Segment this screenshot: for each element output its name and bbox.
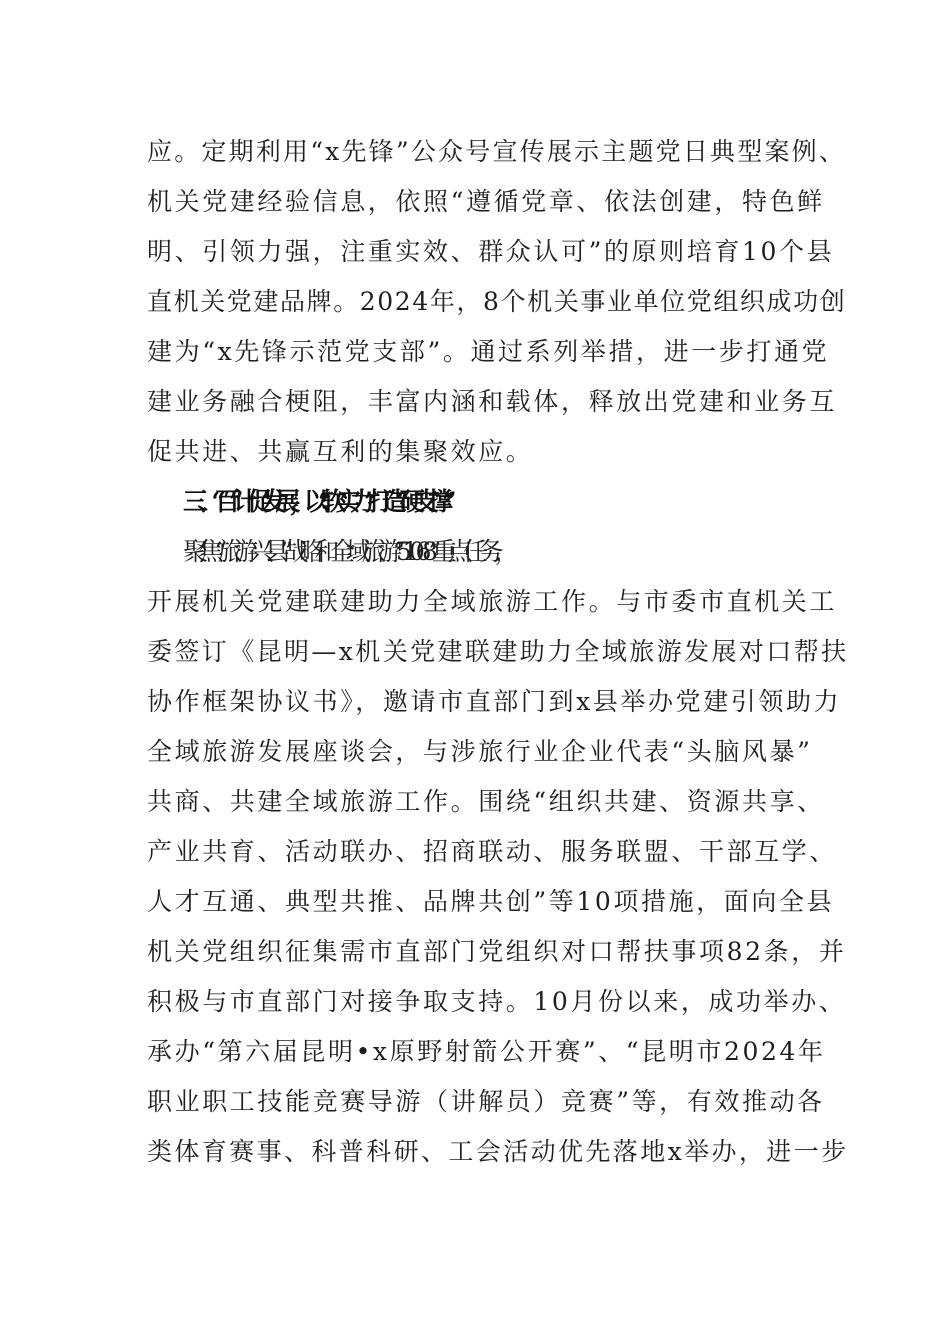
paragraph-line: 直机关党建品牌。2024年，8个机关事业单位党组织成功创	[147, 287, 847, 316]
paragraph-line: 承办“第六届昆明•x原野射箭公开赛”、“昆明市2024年	[147, 1037, 826, 1066]
paragraph-line: 委签订《昆明—x机关党建联建助力全域旅游发展对口帮扶	[147, 637, 849, 666]
paragraph-line: 明、引领力强，注重实效、群众认可”的原则培育10个县	[147, 237, 835, 266]
paragraph-line: 应。定期利用“x先锋”公众号宣传展示主题党日典型案例、	[147, 137, 847, 166]
paragraph-line: 机关党组织征集需市直部门党组织对口帮扶事项82条，并	[147, 937, 847, 966]
paragraph-line: 积极与市直部门对接争取支持。10月份以来，成功举办、	[147, 987, 847, 1016]
paragraph-line: 产业共育、活动联办、招商联动、服务联盟、干部互学、	[147, 837, 838, 866]
paragraph-line: 共商、共建全域旅游工作。围绕“组织共建、资源共享、	[147, 787, 825, 816]
paragraph-line: 建为“x先锋示范党支部”。通过系列举措，进一步打通党	[147, 337, 830, 366]
paragraph-line: 协作框架协议书》，邀请市直部门到x县举办党建引领助力	[147, 687, 842, 716]
paragraph-line: 聚焦“旅游兴县”战略和全域旅游“51068”重点任务，	[183, 537, 510, 566]
paragraph-line: 促共进、共赢互利的集聚效应。	[147, 437, 534, 466]
paragraph-line: 人才互通、典型共推、品牌共创”等10项措施，面向全县	[147, 887, 835, 916]
paragraph-line: 全域旅游发展座谈会，与涉旅行业企业代表“头脑风暴”	[147, 737, 813, 766]
paragraph-line: 类体育赛事、科普科研、工会活动优先落地x举办，进一步	[147, 1137, 849, 1166]
paragraph-line: 开展机关党建联建助力全域旅游工作。与市委市直机关工	[147, 587, 838, 616]
paragraph-line: 建业务融合梗阻，丰富内涵和载体，释放出党建和业务互	[147, 387, 838, 416]
paragraph-line: 职业职工技能竞赛导游（讲解员）竞赛”等，有效推动各	[147, 1087, 825, 1116]
section-heading: 三、“百”计促发展，以“软实力”打造“硬支撑”	[183, 487, 446, 516]
paragraph-line: 机关党建经验信息，依照“遵循党章、依法创建，特色鲜	[147, 187, 825, 216]
